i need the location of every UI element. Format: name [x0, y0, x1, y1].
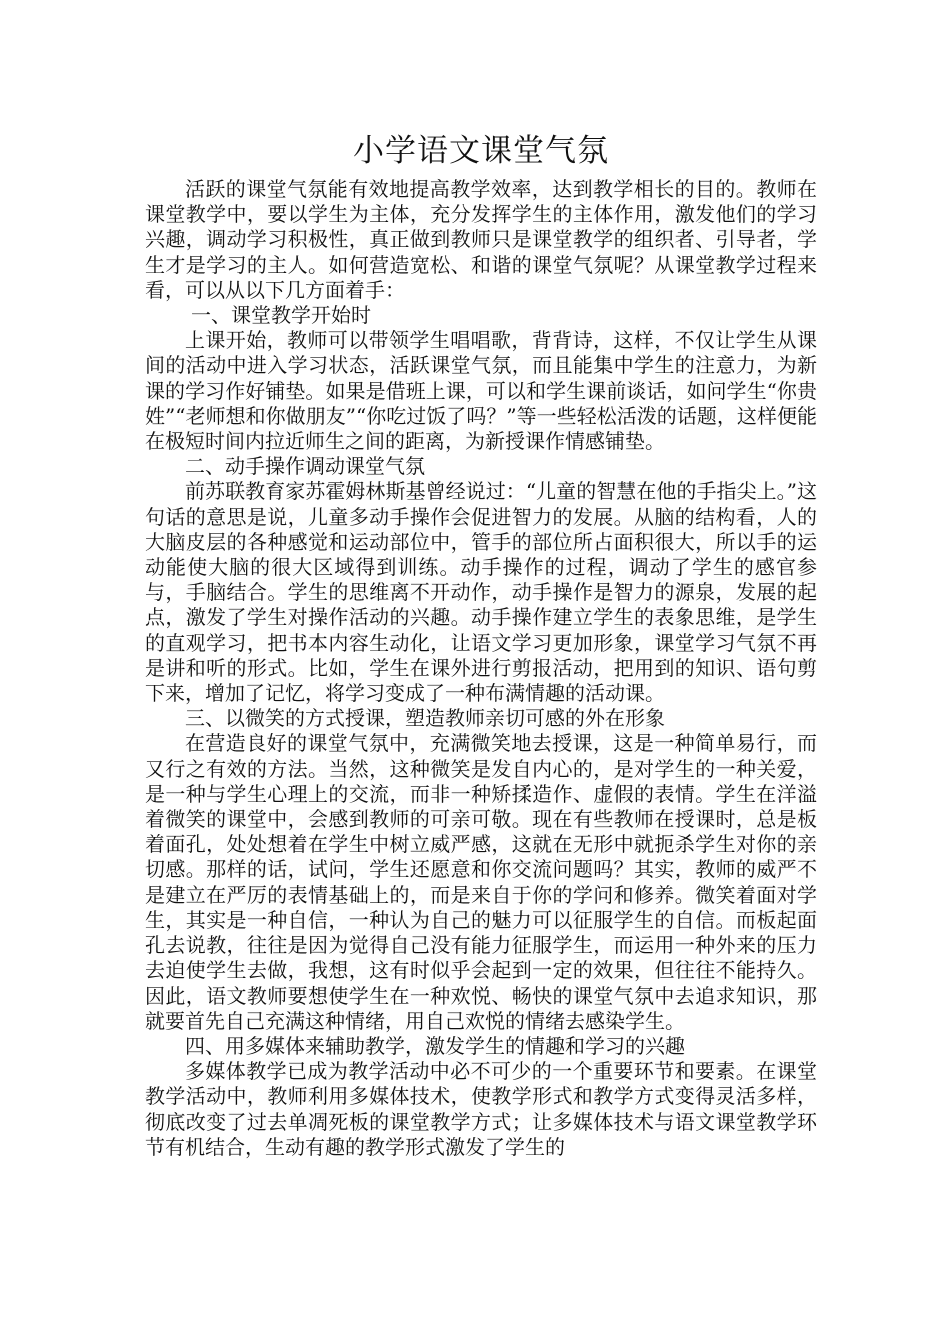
document-title: 小学语文课堂气氛	[353, 133, 609, 169]
section-heading-1: 一、课堂教学开始时	[191, 303, 371, 328]
section-heading-4: 四、用多媒体来辅助教学，激发学生的情趣和学习的兴趣	[185, 1033, 685, 1058]
section-body-2: 前苏联教育家苏霍姆林斯基曾经说过：“儿童的智慧在他的手指尖上。”这句话的意思是说，儿童多动手操作会促进智力的发展。从脑的结构看，人的大脑皮层的各种感觉和运动部位中，管手的部位所占面积很大，所以手的运动能使大脑的很大区域得到训练。动手操作的过程，调动了学生的感官参与，手脑结合。学生的思维离不开动作，动手操作是智力的源泉，发展的起点，激发了学生对操作活动的兴趣。动手操作建立学生的表象思维，是学生的直观学习，把书本内容生动化，让语文学习更加形象，课堂学习气氛不再是讲和听的形式。比如，学生在课外进行剪报活动，把用到的知识、语句剪下来，增加了记忆，将学习变成了一种布满情趣的活动课。	[145, 479, 817, 706]
section-body-1: 上课开始，教师可以带领学生唱唱歌，背背诗，这样，不仅让学生从课间的活动中进入学习状态，活跃课堂气氛，而且能集中学生的注意力，为新课的学习作好铺垫。如果是借班上课，可以和学生课前谈话，如问学生“你贵姓”“老师想和你做朋友”“你吃过饭了吗？”等一些轻松活泼的话题，这样便能在极短时间内拉近师生之间的距离，为新授课作情感铺垫。	[145, 328, 817, 454]
section-body-3: 在营造良好的课堂气氛中，充满微笑地去授课，这是一种简单易行，而又行之有效的方法。当然，这种微笑是发自内心的，是对学生的一种关爱，是一种与学生心理上的交流，而非一种矫揉造作、虚假的表情。学生在洋溢着微笑的课堂中，会感到教师的可亲可敬。现在有些教师在授课时，总是板着面孔，处处想着在学生中树立威严感，这就在无形中就扼杀学生对你的亲切感。那样的话，试问，学生还愿意和你交流问题吗？其实，教师的威严不是建立在严厉的表情基础上的，而是来自于你的学问和修养。微笑着面对学生，其实是一种自信，一种认为自己的魅力可以征服学生的自信。而板起面孔去说教，往往是因为觉得自己没有能力征服学生，而运用一种外来的压力去迫使学生去做，我想，这有时似乎会起到一定的效果，但往往不能持久。因此，语文教师要想使学生在一种欢悦、畅快的课堂气氛中去追求知识，那就要首先自己充满这种情绪，用自己欢悦的情绪去感染学生。	[145, 731, 817, 1033]
document-body	[145, 128, 817, 1160]
intro-paragraph: 活跃的课堂气氛能有效地提高教学效率，达到教学相长的目的。教师在课堂教学中，要以学生为主体，充分发挥学生的主体作用，激发他们的学习兴趣，调动学习积极性，真正做到教师只是课堂教学的组织者、引导者，学生才是学习的主人。如何营造宽松、和谐的课堂气氛呢？从课堂教学过程来看，可以从以下几方面着手：	[145, 177, 817, 302]
section-heading-2: 二、动手操作调动课堂气氛	[185, 454, 425, 479]
section-heading-3: 三、以微笑的方式授课，塑造教师亲切可感的外在形象	[185, 706, 665, 731]
section-body-4: 多媒体教学已成为教学活动中必不可少的一个重要环节和要素。在课堂教学活动中，教师利用多媒体技术，使教学形式和教学方式变得灵活多样，彻底改变了过去单凋死板的课堂教学方式；让多媒体技术与语文课堂教学环节有机结合，生动有趣的教学形式激发了学生的	[145, 1059, 817, 1159]
